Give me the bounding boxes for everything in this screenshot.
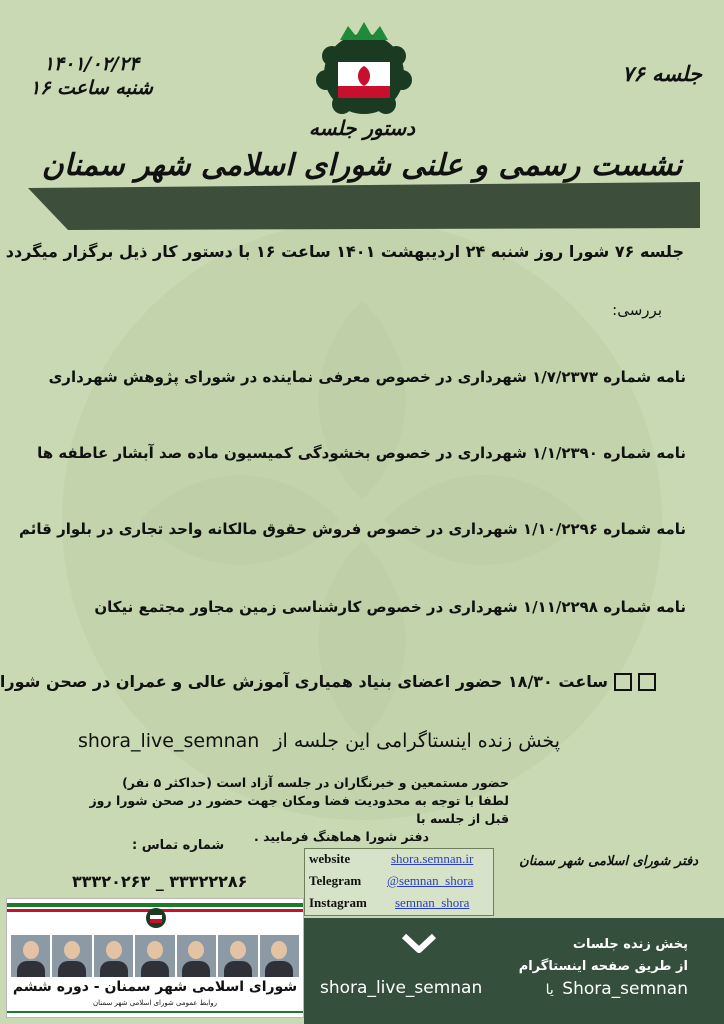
special-item xyxy=(0,672,656,691)
attendance-notice xyxy=(89,774,509,846)
member-photo xyxy=(52,935,91,977)
council-emblem-small xyxy=(145,905,167,931)
agenda-item-4: نامه شماره ۱/۱۱/۲۲۹۸ شهرداری در خصوص کارشناسی زمین مجاور مجتمع نیکان xyxy=(94,598,686,616)
agenda-item-2: نامه شماره ۱/۱/۲۳۹۰ شهرداری در خصوص بخشودگی کمیسیون ماده صد آبشار عاطفه ها xyxy=(37,444,686,462)
flag-strip-bottom xyxy=(7,1011,303,1013)
session-number: جلسه ۷۶ xyxy=(622,62,702,86)
notice-line-3: دفتر شورا هماهنگ فرمایید . xyxy=(254,829,429,844)
member-photo xyxy=(135,935,174,977)
footer-promo xyxy=(519,934,688,1002)
instagram-label: Instagram xyxy=(309,895,367,910)
title-banner xyxy=(28,182,700,230)
telegram-row xyxy=(309,871,474,891)
footer-line-1: پخش زنده جلسات xyxy=(572,937,688,952)
telegram-link[interactable]: @semnan_shora xyxy=(387,873,474,888)
footer-account[interactable]: Shora_semnan xyxy=(562,979,688,999)
council-card xyxy=(6,898,304,1018)
live-prefix: پخش زنده اینستاگرامی این جلسه از xyxy=(273,730,560,752)
member-photo xyxy=(177,935,216,977)
member-photos xyxy=(11,935,299,977)
live-broadcast-line xyxy=(74,730,564,752)
website-label: website xyxy=(309,851,351,866)
agenda-intro: جلسه ۷۶ شورا روز شنبه ۲۴ اردیبهشت ۱۴۰۱ ساعت ۱۶ با دستور کار ذیل برگزار میگردد xyxy=(5,242,684,261)
checkbox-icon xyxy=(638,673,656,691)
office-name: دفتر شورای اسلامی شهر سمنان xyxy=(519,854,698,869)
session-day-time: شنبه ساعت ۱۶ xyxy=(30,77,153,99)
card-title: شورای اسلامی شهر سمنان - دوره ششم xyxy=(12,979,298,995)
live-handle[interactable]: shora_live_semnan xyxy=(77,730,260,752)
contact-label: شماره تماس : xyxy=(132,838,225,853)
notice-line-1: حضور مستمعین و خبرنگاران در جلسه آزاد است (حداکثر ۵ نفر) xyxy=(122,775,509,790)
agenda-item-1: نامه شماره ۱/۷/۲۳۷۳ شهرداری در خصوص معرفی نماینده در شورای پژوهش شهرداری xyxy=(48,368,686,386)
notice-line-2: لطفا با توجه به محدودیت فضا ومکان جهت حضور در صحن شورا روز قبل از جلسه با xyxy=(89,793,509,826)
website-link[interactable]: shora.semnan.ir xyxy=(391,851,474,866)
footer-live-handle[interactable]: shora_live_semnan xyxy=(320,978,483,998)
session-date-block xyxy=(30,52,153,100)
member-photo xyxy=(218,935,257,977)
agenda-title: دستور جلسه xyxy=(308,116,416,140)
card-subtitle: روابط عمومی شورای اسلامی شهر سمنان xyxy=(93,999,217,1007)
member-photo xyxy=(94,935,133,977)
agenda-item-3: نامه شماره ۱/۱۰/۲۲۹۶ شهرداری در خصوص فروش حقوق مالکانه واحد تجاری در بلوار قائم xyxy=(19,520,686,538)
page-title: نشست رسمی و علنی شورای اسلامی شهر سمنان xyxy=(41,148,683,183)
contact-phones: ۳۳۳۲۰۲۶۳ _ ۳۳۳۲۲۲۸۶ xyxy=(72,872,248,891)
footer-line-2: از طریق صفحه اینستاگرام xyxy=(518,959,688,974)
special-item-text: ساعت ۱۸/۳۰ حضور اعضای بنیاد همیاری آموزش عالی و عمران در صحن شورا xyxy=(0,672,608,691)
website-row xyxy=(309,849,474,869)
review-label: بررسی: xyxy=(612,301,662,319)
member-photo xyxy=(260,935,299,977)
council-emblem xyxy=(312,18,416,122)
checkbox-icon xyxy=(614,673,632,691)
footer-band xyxy=(304,918,724,1024)
telegram-label: Telegram xyxy=(309,873,362,888)
instagram-row xyxy=(309,893,470,913)
chevron-down-icon xyxy=(402,932,436,956)
instagram-link[interactable]: semnan_shora xyxy=(395,895,470,910)
footer-or: یا xyxy=(545,982,554,998)
member-photo xyxy=(11,935,50,977)
contact-links-box xyxy=(304,848,494,916)
session-date: ۱۴۰۱/۰۲/۲۴ xyxy=(43,53,140,75)
